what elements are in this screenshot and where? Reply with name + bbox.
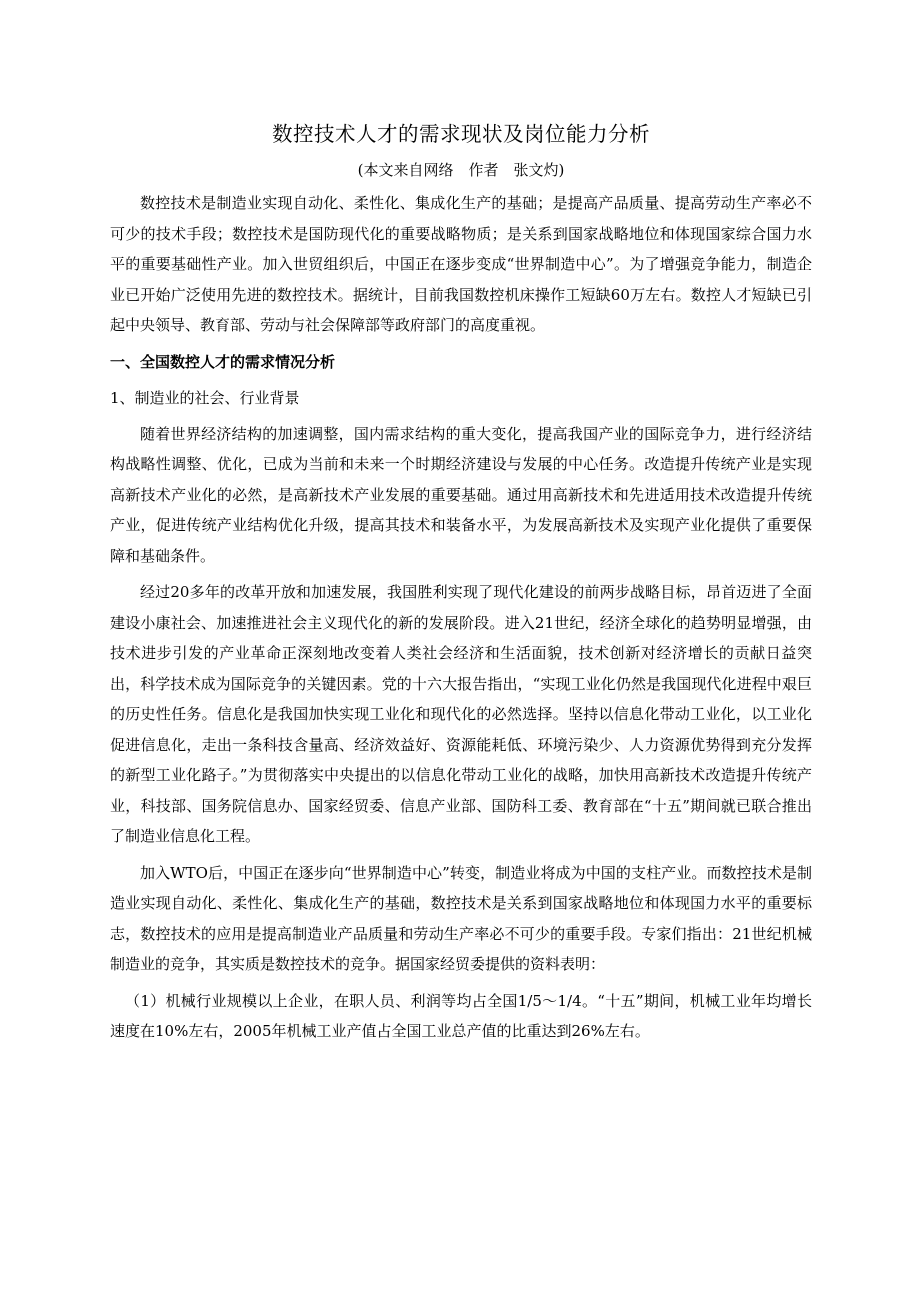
document-title: 数控技术人才的需求现状及岗位能力分析 — [272, 122, 650, 146]
subsection-heading: 1、制造业的社会、行业背景 — [110, 388, 300, 407]
intro-paragraph: 数控技术是制造业实现自动化、柔性化、集成化生产的基础；是提高产品质量、提高劳动生产率必不可少的技术手段；数控技术是国防现代化的重要战略物质；是关系到国家战略地位和体现国家综合国力水平的重要基础性产业。加入世贸组织后，中国正在逐步变成“世界制造中心”。为了增强竞争能力，制造企业已开始广泛使用先进的数控技术。据统计，目前我国数控机床操作工短缺60万左右。数控人才短缺已引起中央领导、教育部、劳动与社会保障部等政府部门的高度重视。 — [110, 194, 812, 334]
paragraph-reform-development: 经过20多年的改革开放和加速发展，我国胜利实现了现代化建设的前两步战略目标，昂首迈进了全面建设小康社会、加速推进社会主义现代化的新的发展阶段。进入21世纪，经济全球化的趋势明显增强，由技术进步引发的产业革命正深刻地改变着人类社会经济和生活面貌，技术创新对经济增长的贡献日益突出，科学技术成为国际竞争的关键因素。党的十六大报告指出，“实现工业化仍然是我国现代化进程中艰巨的历史性任务。信息化是我国加快实现工业化和现代化的必然选择。坚持以信息化带动工业化，以工业化促进信息化，走出一条科技含量高、经济效益好、资源能耗低、环境污染少、人力资源优势得到充分发挥的新型工业化路子。”为贯彻落实中央提出的以信息化带动工业化的战略，加快用高新技术改造提升传统产业，科技部、国务院信息办、国家经贸委、信息产业部、国防科工委、教育部在“十五”期间就已联合推出了制造业信息化工程。 — [110, 583, 812, 845]
paragraph-machinery-stats: （1）机械行业规模以上企业，在职人员、利润等均占全国1/5～1/4。“十五”期间，机械工业年均增长速度在10%左右，2005年机械工业产值占全国工业总产值的比重达到26%左右。 — [110, 991, 812, 1040]
paragraph-industry-background: 随着世界经济结构的加速调整，国内需求结构的重大变化，提高我国产业的国际竞争力，进行经济结构战略性调整、优化，已成为当前和未来一个时期经济建设与发展的中心任务。改造提升传统产业是实现高新技术产业化的必然，是高新技术产业发展的重要基础。通过用高新技术和先进适用技术改造提升传统产业，促进传统产业结构优化升级，提高其技术和装备水平，为发展高新技术及实现产业化提供了重要保障和基础条件。 — [110, 424, 812, 565]
paragraph-wto: 加入WTO后，中国正在逐步向“世界制造中心”转变，制造业将成为中国的支柱产业。而数控技术是制造业实现自动化、柔性化、集成化生产的基础，数控技术是关系到国家战略地位和体现国力水平的重要标志，数控技术的应用是提高制造业产品质量和劳动生产率必不可少的重要手段。专家们指出：21世纪机械制造业的竞争，其实质是数控技术的竞争。据国家经贸委提供的资料表明： — [110, 863, 812, 973]
document-body — [110, 118, 812, 1053]
source-line: (本文来自网络 作者 张文灼) — [357, 161, 565, 179]
section-heading: 一、全国数控人才的需求情况分析 — [110, 352, 336, 371]
